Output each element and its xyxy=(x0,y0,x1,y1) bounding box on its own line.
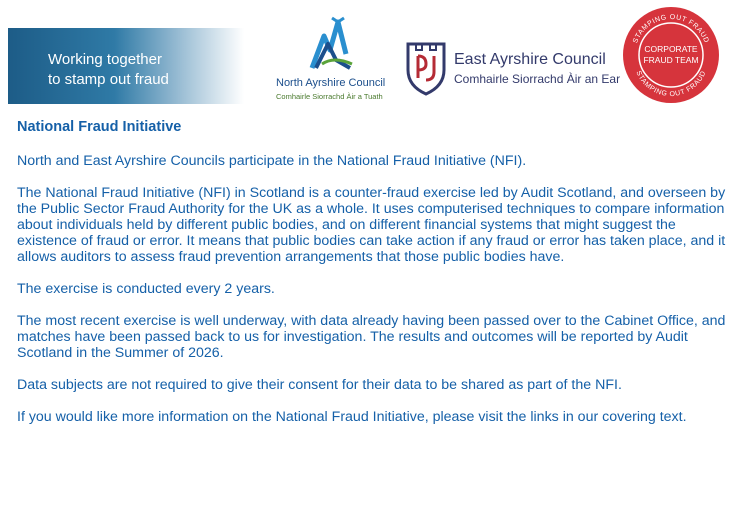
banner-line-1: Working together xyxy=(48,51,162,68)
north-ayrshire-council-logo xyxy=(272,14,392,104)
seal-center-line-2: FRAUD TEAM xyxy=(643,55,699,65)
stamp-out-fraud-banner xyxy=(8,28,244,104)
east-ayrshire-council-logo xyxy=(404,40,621,100)
paragraph-current-exercise: The most recent exercise is well underway, with data already having been passed over to the Cabinet Office, and matches have been passed back to us for investigation. The results and outcomes will be reported by Audit Scotland in the Summer of 2026. xyxy=(17,313,726,361)
north-ayrshire-subtitle: Comhairle Siorrachd Àir a Tuath xyxy=(276,92,383,101)
logo-banner xyxy=(0,0,733,110)
paragraph-nfi-description: The National Fraud Initiative (NFI) in Scotland is a counter-fraud exercise led by Audit Scotland, and overseen by the Public Sector Fraud Authority for the UK as a whole. It uses computerised techniques to compare information about individuals held by different public bodies, and on different financial systems that might suggest the existence of fraud or error. It means that public bodies can take action if any fraud or error has taken place, and it allows auditors to assess fraud prevention arrangements that those public bodies have. xyxy=(17,185,726,265)
north-ayrshire-emblem-icon xyxy=(302,14,362,74)
paragraph-more-info: If you would like more information on the National Fraud Initiative, please visit the links in our covering text. xyxy=(17,409,687,425)
east-ayrshire-name: East Ayrshire Council xyxy=(454,51,606,68)
page-title: National Fraud Initiative xyxy=(17,119,182,135)
paragraph-frequency: The exercise is conducted every 2 years. xyxy=(17,281,275,297)
paragraph-intro: North and East Ayrshire Councils participate in the National Fraud Initiative (NFI). xyxy=(17,153,527,169)
north-ayrshire-name: North Ayrshire Council xyxy=(276,77,386,89)
east-ayrshire-subtitle: Comhairle Siorrachd Àir an Ear xyxy=(454,72,621,86)
banner-line-2: to stamp out fraud xyxy=(48,71,169,88)
corporate-fraud-team-seal xyxy=(620,4,722,106)
seal-center-line-1: CORPORATE xyxy=(644,44,698,54)
east-ayrshire-crest-icon xyxy=(404,40,448,96)
seal-ring-text-bottom: STAMPING OUT FRAUD xyxy=(634,69,708,99)
notice-content xyxy=(17,119,729,441)
seal-ring-text-top: STAMPING OUT FRAUD xyxy=(632,13,710,45)
paragraph-consent: Data subjects are not required to give their consent for their data to be shared as part of the NFI. xyxy=(17,377,622,393)
